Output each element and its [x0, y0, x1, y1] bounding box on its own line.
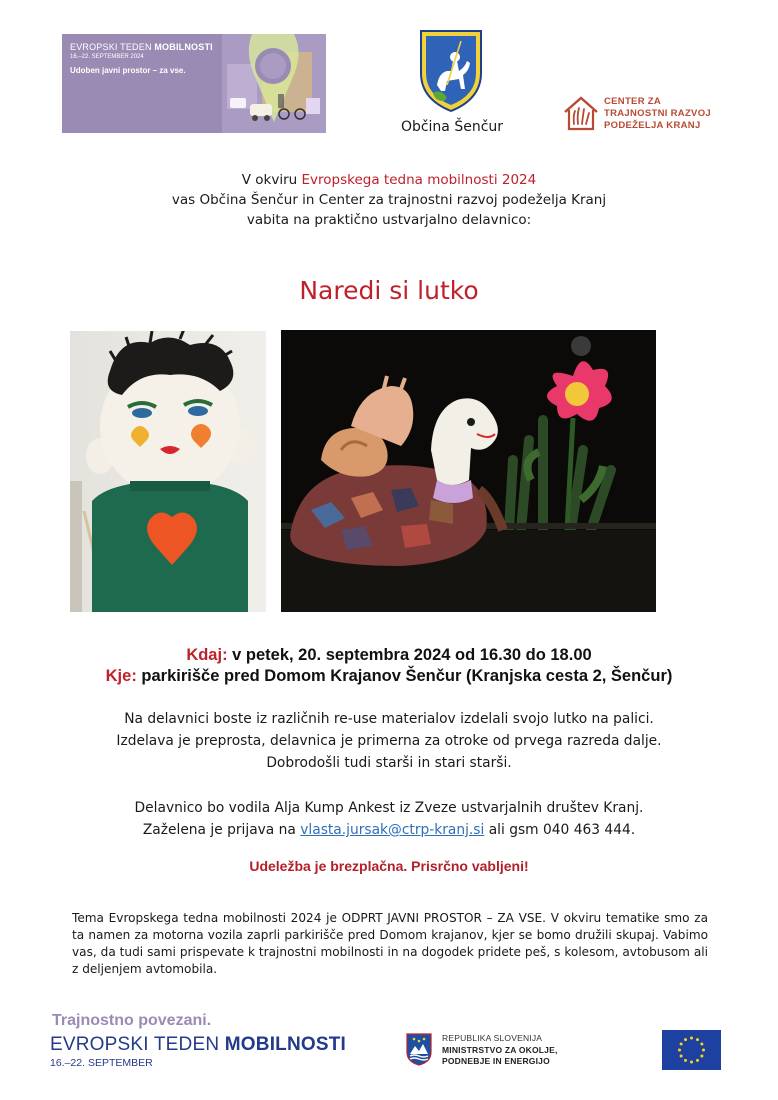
theme-paragraph: Tema Evropskega tedna mobilnosti 2024 je ODPRT JAVNI PROSTOR – ZA VSE. V okviru tematike smo za ta namen za motorna vozila zaprli parkirišče pred Domom krajanov, kjer se bomo družili skupaj. Vabimo vas, da tudi sami prispevate k trajnostni mobilnosti in na dogodek pridete peš, s kolesom, avtobusom ali z deljenjem avtomobila.	[72, 911, 708, 976]
eu-star	[684, 1059, 687, 1062]
footer-dates: 16.–22. SEPTEMBER	[50, 1057, 153, 1069]
event-where	[40, 667, 738, 686]
municipality-name: Občina Šenčur	[400, 119, 504, 135]
eu-star	[684, 1038, 687, 1041]
banner-title: EVROPSKI TEDEN MOBILNOSTI	[70, 42, 213, 52]
puppet-face-image	[70, 331, 266, 612]
puppet-stage-image	[281, 330, 656, 612]
eu-star	[680, 1055, 683, 1058]
contact-line-1: Delavnico bo vodila Alja Kump Ankest iz Zveze ustvarjalnih društev Kranj.	[134, 800, 644, 816]
eu-star	[700, 1055, 703, 1058]
page-title: Naredi si lutko	[299, 276, 479, 305]
when-value: v petek, 20. septembra 2024 od 16.30 do 18.00	[227, 646, 592, 664]
email-link[interactable]: vlasta.jursak@ctrp-kranj.si	[300, 822, 485, 838]
eu-star	[678, 1049, 681, 1052]
mobility-week-banner	[62, 34, 326, 133]
ctrp-line-2: TRAJNOSTNI RAZVOJ	[604, 108, 711, 119]
coat-of-arms-icon	[417, 27, 485, 113]
ctrp-line-3: PODEŽELJA KRANJ	[604, 120, 701, 131]
mobility-week-banner-icon	[222, 34, 326, 133]
where-label: Kje:	[105, 667, 137, 685]
intro-line-2: vas Občina Šenčur in Center za trajnostni razvoj podeželja Kranj	[171, 192, 607, 208]
intro-line-3: vabita na praktično ustvarjalno delavnico:	[246, 212, 532, 228]
when-label: Kdaj:	[186, 646, 228, 664]
free-admission-note: Udeležba je brezplačna. Prisrčno vabljeni!	[249, 858, 529, 874]
description	[60, 708, 718, 774]
contact-info	[60, 797, 718, 841]
ministry-logo	[404, 1030, 624, 1070]
eu-star	[700, 1043, 703, 1046]
eu-star	[696, 1059, 699, 1062]
ministry-line-3: PODNEBJE IN ENERGIJO	[442, 1056, 550, 1066]
banner-dates: 16.–22. SEPTEMBER 2024	[70, 54, 144, 60]
ctrp-house-hands-icon	[562, 94, 600, 132]
footer-mobility-week: EVROPSKI TEDEN MOBILNOSTI	[50, 1034, 347, 1055]
ctrp-line-1: CENTER ZA	[604, 96, 662, 107]
description-line-3: Dobrodošli tudi starši in stari starši.	[266, 755, 512, 771]
eu-star	[696, 1038, 699, 1041]
mobility-week-highlight: Evropskega tedna mobilnosti 2024	[301, 172, 537, 188]
puppet-photo-right	[281, 330, 656, 612]
eu-flag-icon	[662, 1030, 721, 1070]
intro-text	[80, 170, 698, 230]
slovenia-crest-icon	[404, 1032, 434, 1066]
event-when	[40, 646, 738, 665]
eu-star	[690, 1061, 693, 1064]
contact-line-2: Zaželena je prijava na vlasta.jursak@ctrp-kranj.si ali gsm 040 463 444.	[142, 822, 636, 838]
footer-tagline: Trajnostno povezani.	[52, 1012, 212, 1029]
banner-slogan: Udoben javni prostor – za vse.	[70, 66, 186, 75]
description-line-2: Izdelava je preprosta, delavnica je primerna za otroke od prvega razreda dalje.	[116, 733, 662, 749]
ministry-line-2: MINISTRSTVO ZA OKOLJE,	[442, 1045, 558, 1055]
eu-star	[690, 1037, 693, 1040]
ministry-line-1: REPUBLIKA SLOVENIJA	[442, 1033, 543, 1043]
ctrp-logo	[562, 92, 712, 134]
eu-star	[702, 1049, 705, 1052]
where-value: parkirišče pred Domom Krajanov Šenčur (Kranjska cesta 2, Šenčur)	[136, 667, 673, 685]
intro-line-1: V okviru Evropskega tedna mobilnosti 2024	[241, 172, 537, 188]
puppet-photo-left	[70, 331, 266, 612]
description-line-1: Na delavnici boste iz različnih re-use materialov izdelali svojo lutko na palici.	[124, 711, 654, 727]
eu-star	[680, 1043, 683, 1046]
